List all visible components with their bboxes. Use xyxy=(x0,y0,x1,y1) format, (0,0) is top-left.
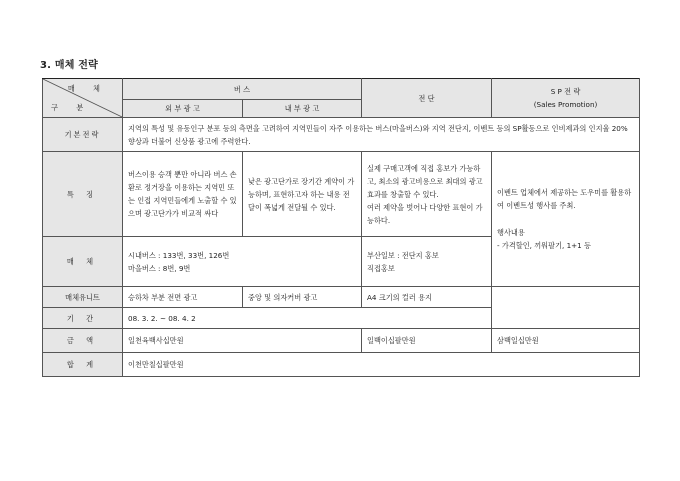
unit-inner: 중앙 및 의자커버 광고 xyxy=(243,287,362,308)
media-bus: 시내버스 : 133번, 33번, 126번 마을버스 : 8번, 9번 xyxy=(123,237,362,287)
row-amount xyxy=(43,329,640,353)
header-flyer: 전 단 xyxy=(362,79,492,118)
row-features xyxy=(43,152,640,237)
diag-header-media: 매 체 xyxy=(67,84,108,93)
label-period: 기 간 xyxy=(43,308,123,329)
row-strategy xyxy=(43,118,640,152)
row-unit xyxy=(43,287,640,308)
total-text: 이천만칠십팔만원 xyxy=(123,353,640,377)
media-strategy-table xyxy=(42,78,640,377)
label-features: 특 징 xyxy=(43,152,123,237)
header-row-1 xyxy=(43,79,640,100)
label-unit: 매체유니트 xyxy=(43,287,123,308)
diag-header-category: 구 분 xyxy=(51,103,92,112)
amount-bus: 일천육백사십만원 xyxy=(123,329,362,353)
section-title: 3. 매체 전략 xyxy=(40,60,98,71)
header-sp-subtitle: (Sales Promotion) xyxy=(533,100,598,109)
label-media: 매 체 xyxy=(43,237,123,287)
sp-empty-cell xyxy=(492,287,640,329)
label-amount: 금 액 xyxy=(43,329,123,353)
unit-outer: 승하차 부분 전면 광고 xyxy=(123,287,243,308)
features-sp: 이벤트 업체에서 제공하는 도우미를 활용하여 이벤트성 행사를 주최. xyxy=(497,188,632,210)
features-inner: 낮은 광고단가로 장기간 계약이 가능하며, 표현하고자 하는 내용 전달이 폭넓게 전달될 수 있다. xyxy=(243,152,362,237)
period-text: 08. 3. 2. ~ 08. 4. 2 xyxy=(123,308,492,329)
media-flyer: 부산일보 : 전단지 홍보 직접홍보 xyxy=(362,237,492,287)
unit-flyer: A4 크기의 컬러 용지 xyxy=(362,287,492,308)
media-sp: 행사내용 - 가격할인, 끼워팔기, 1+1 등 xyxy=(497,228,591,250)
row-total xyxy=(43,353,640,377)
label-total: 합 계 xyxy=(43,353,123,377)
amount-flyer: 일백이십팔만원 xyxy=(362,329,492,353)
header-sp-title: S P 전 략 xyxy=(550,87,581,96)
diagonal-header-cell xyxy=(43,79,123,118)
features-flyer: 실제 구매고객에 직접 홍보가 가능하고, 최소의 광고비용으로 최대의 광고효과를 창출할 수 있다. 여러 제약을 벗어나 다양한 표현이 가능하다. xyxy=(362,152,492,237)
header-sp xyxy=(492,79,640,118)
label-strategy: 기본전략 xyxy=(43,118,123,152)
features-outer: 버스이용 승객 뿐만 아니라 버스 손환로 정거장을 이용하는 지역민 또는 인접 지역민들에게 노출할 수 있으며 광고단가가 비교적 싸다 xyxy=(123,152,243,237)
header-bus: 버 스 xyxy=(123,79,362,100)
strategy-text: 지역의 특성 및 유동인구 분포 등의 측면을 고려하여 지역민들이 자주 이용하는 버스(마을버스)와 지역 전단지, 이벤트 등의 SP활동으로 인비제과의 인지율 20% 향상과 더불어 신상품 광고에 주력한다. xyxy=(123,118,640,152)
header-outer-ad: 외 부 광 고 xyxy=(123,100,243,118)
sp-cell xyxy=(492,152,640,287)
header-inner-ad: 내 부 광 고 xyxy=(243,100,362,118)
amount-sp: 삼백일십만원 xyxy=(492,329,640,353)
